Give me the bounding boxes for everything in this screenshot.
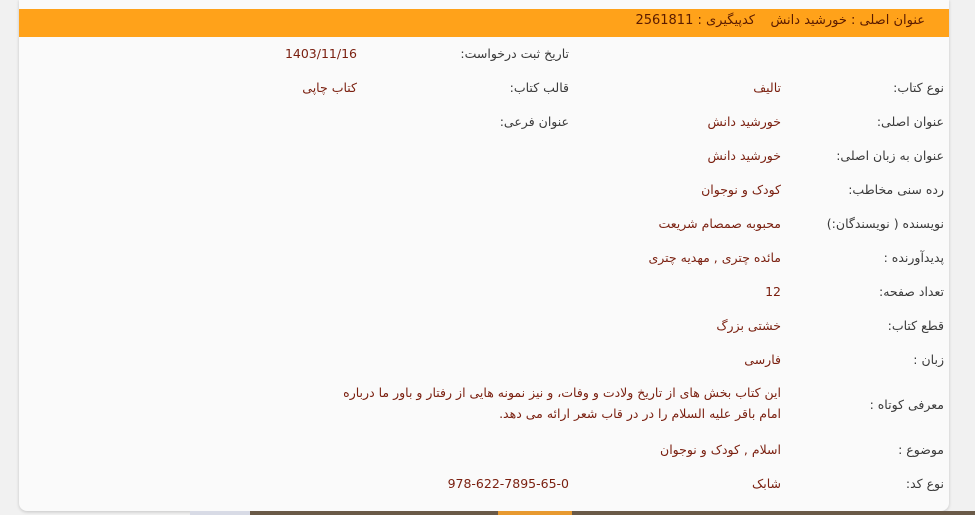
reg-date-value: 1403/11/16 (284, 46, 357, 61)
code-type-value: شابک (752, 476, 781, 491)
book-details-card (19, 0, 949, 511)
age-group-label: رده سنی مخاطب: (848, 182, 944, 197)
summary-value: این کتاب بخش های از تاریخ ولادت و وفات، و نیز نمونه هایی از رفتار و باور ما درباره امام باقر علیه السلام را در در قاب شعر ارائه می دهد. (343, 385, 781, 421)
book-format-value: کتاب چاپی (302, 80, 357, 95)
subject-value: اسلام , کودک و نوجوان (660, 442, 781, 457)
header-tracking-code: کدپیگیری : 2561811 (635, 13, 755, 28)
original-title-label: عنوان به زبان اصلی: (836, 148, 944, 163)
book-type-value: تالیف (753, 80, 781, 95)
main-title-value: خورشید دانش (707, 114, 781, 129)
header-main-title: عنوان اصلی : خورشید دانش (770, 13, 925, 28)
main-title-label: عنوان اصلی: (876, 114, 944, 129)
author-label: نویسنده ( نویسندگان:) (826, 216, 944, 231)
subject-label: موضوع : (898, 442, 944, 457)
card-header (19, 9, 949, 37)
size-value: خشتی بزرگ (716, 318, 781, 333)
language-label: زبان : (913, 352, 944, 367)
book-format-label: قالب کتاب: (509, 80, 569, 95)
reg-date-label: تاریخ ثبت درخواست: (460, 46, 569, 61)
pages-value: 12 (765, 284, 781, 299)
creator-value: مائده چتری , مهدیه چتری (648, 250, 781, 265)
pages-label: تعداد صفحه: (878, 284, 944, 299)
language-value: فارسی (744, 352, 781, 367)
bottom-strip (250, 511, 975, 515)
creator-label: پدیدآورنده : (883, 250, 944, 265)
age-group-value: کودک و نوجوان (701, 182, 781, 197)
bottom-strip-accent (498, 511, 572, 515)
bottom-shadow (190, 511, 250, 515)
original-title-value: خورشید دانش (707, 148, 781, 163)
author-value: محبوبه صمصام شریعت (658, 216, 781, 231)
size-label: قطع کتاب: (887, 318, 944, 333)
isbn-value: 978-622-7895-65-0 (447, 476, 569, 491)
book-type-label: نوع کتاب: (893, 80, 944, 95)
code-type-label: نوع کد: (905, 476, 944, 491)
subtitle-label: عنوان فرعی: (499, 114, 569, 129)
summary-label: معرفی کوتاه : (869, 397, 944, 412)
